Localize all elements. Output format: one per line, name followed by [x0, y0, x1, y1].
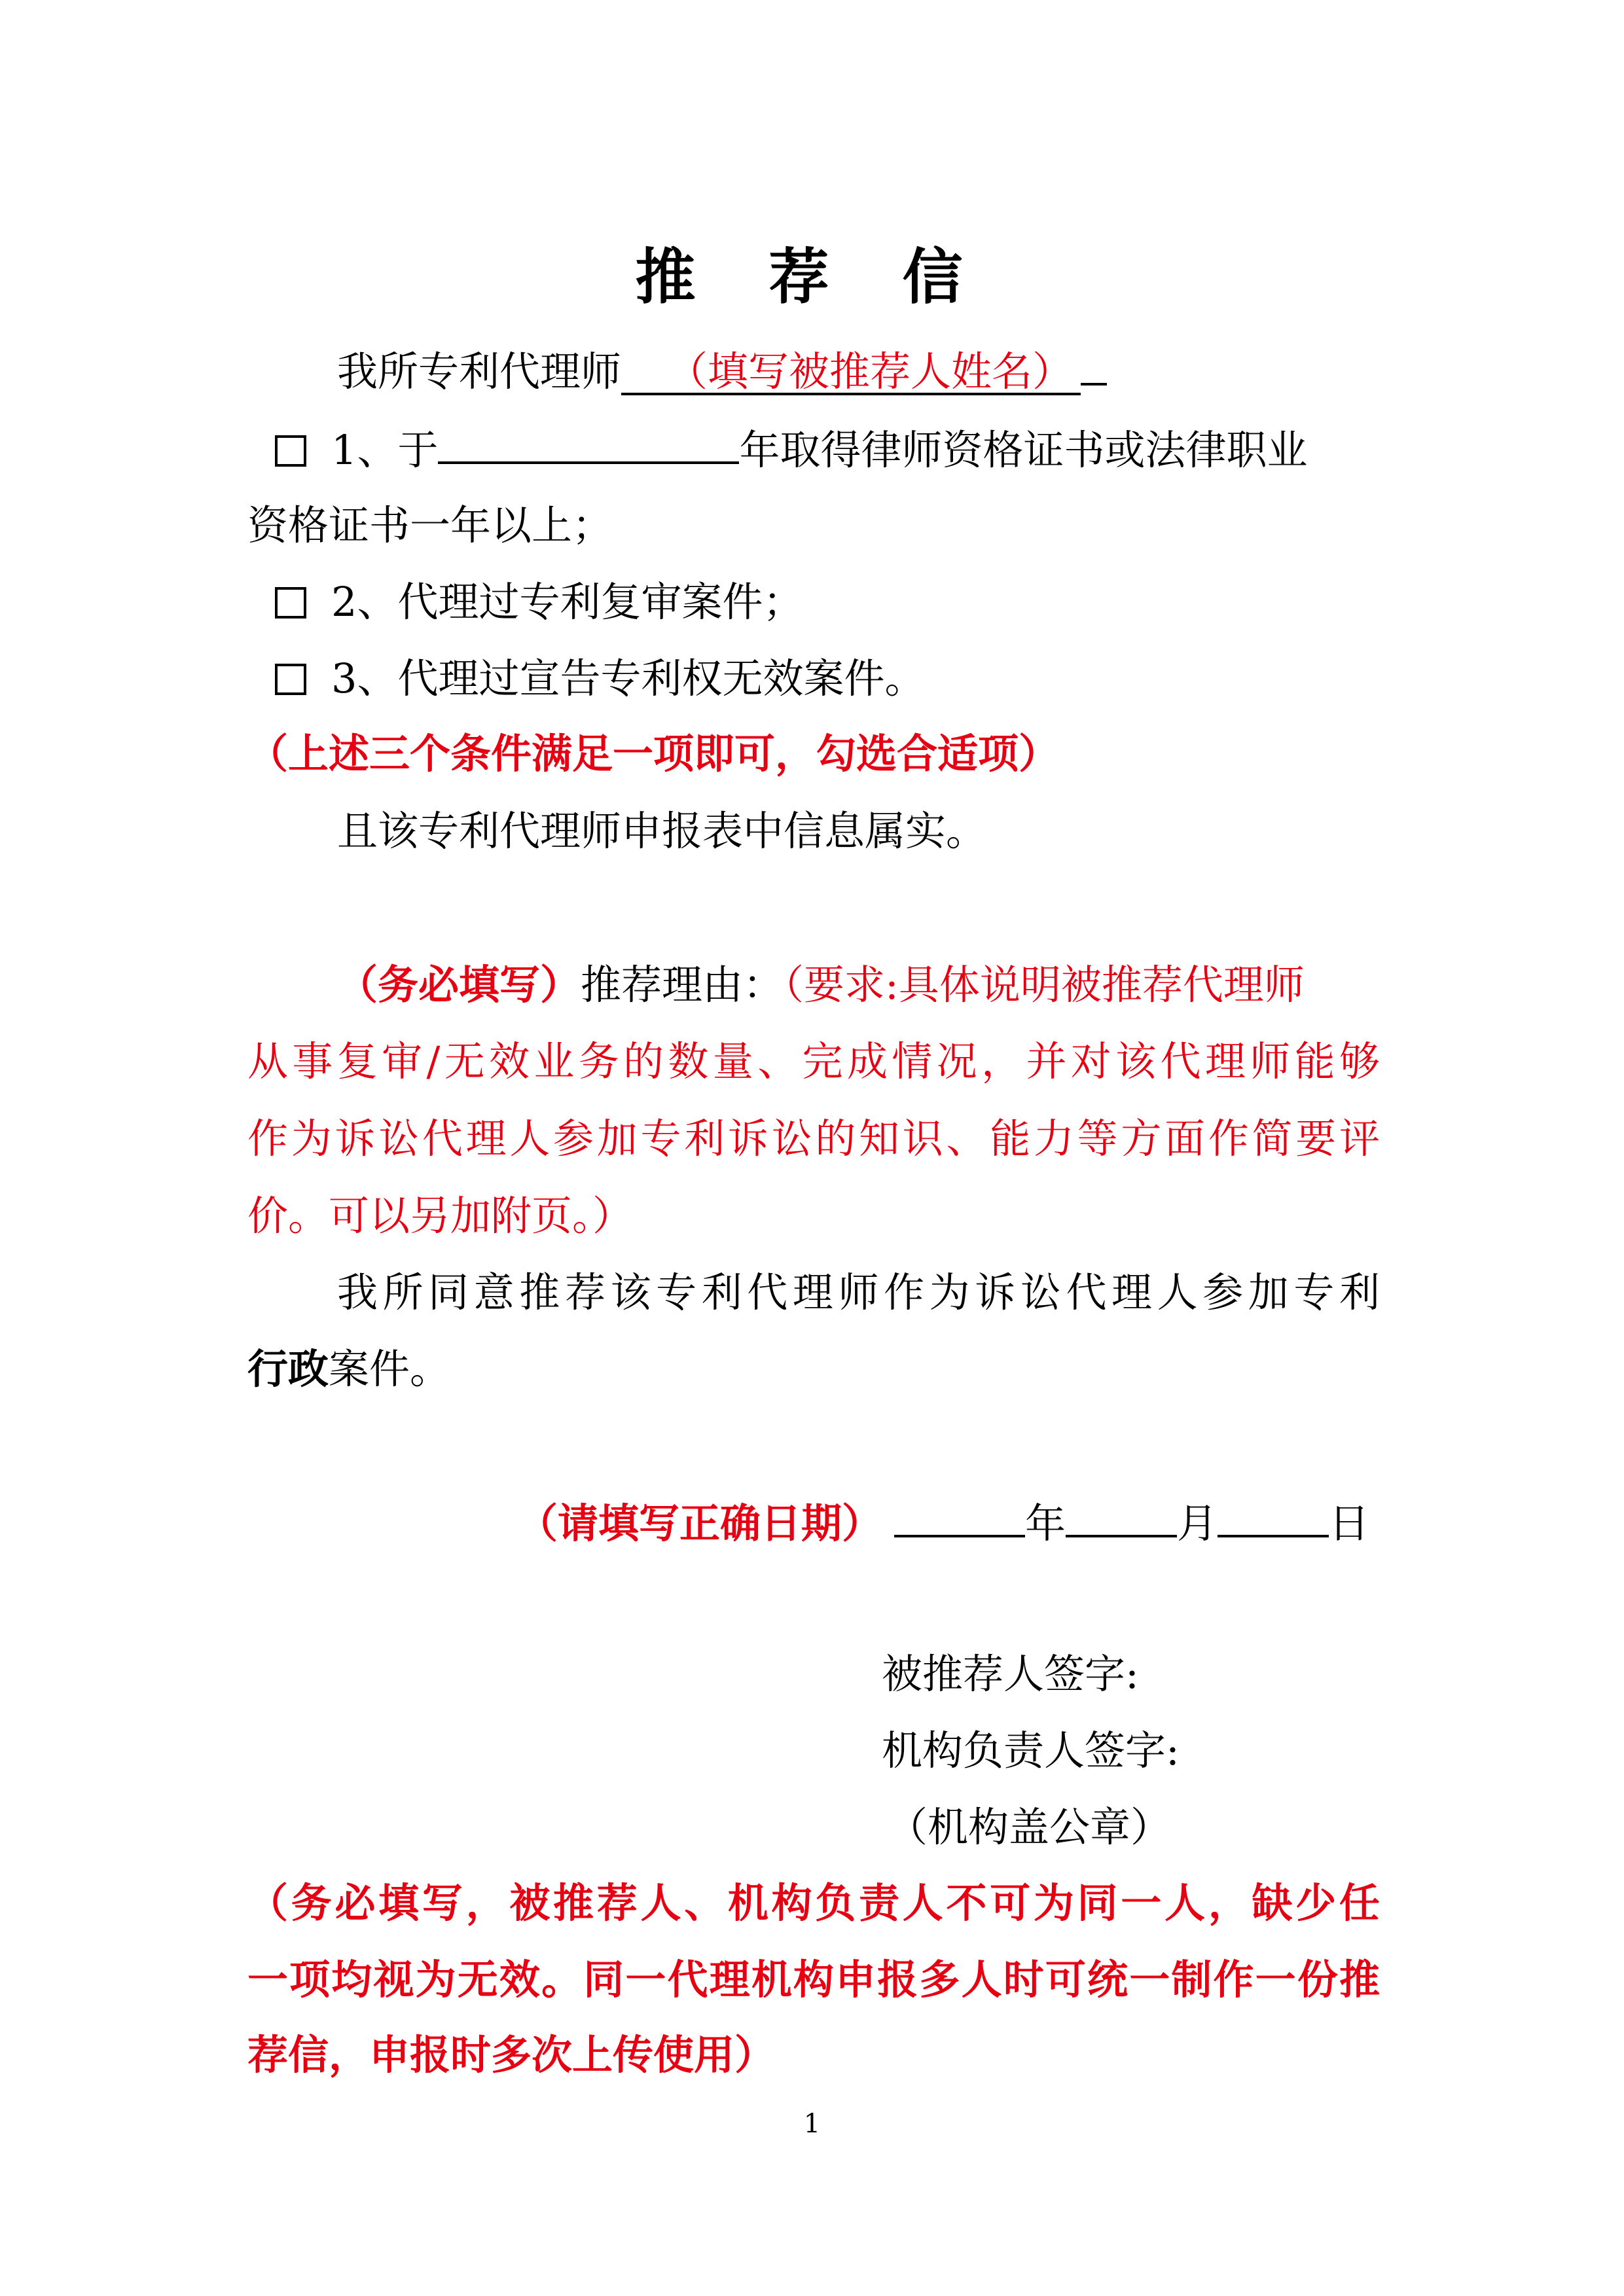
page-number: 1: [803, 2109, 821, 2139]
recommendee-name-field[interactable]: （填写被推荐人姓名）: [621, 351, 1081, 395]
agreement-line-2: [247, 1343, 450, 1395]
reason-requirement-4: 价。可以另加附页。）: [247, 1192, 634, 1240]
date-day-label: 日: [1329, 1499, 1370, 1547]
condition-3: [275, 653, 925, 705]
condition-1-checkbox[interactable]: [275, 435, 306, 467]
condition-1: [275, 422, 1307, 476]
reason-requirement-3: 作为诉讼代理人参加专利诉讼的知识、能力等方面作简要评: [247, 1115, 1380, 1162]
agreement-line-2-rest: 案件。: [329, 1345, 451, 1393]
official-seal-label: （机构盖公章）: [887, 1803, 1172, 1851]
date-month-field[interactable]: [1066, 1496, 1177, 1537]
intro-prefix: 我所专利代理师: [337, 348, 622, 395]
truth-statement: 且该专利代理师申报表中信息属实。: [337, 807, 987, 855]
footer-note-line-2: 一项均视为无效。同一代理机构申报多人时可统一制作一份推: [247, 1956, 1380, 2003]
date-day-field[interactable]: [1218, 1496, 1329, 1537]
footer-note-line-3: 荐信，申报时多次上传使用）: [247, 2031, 776, 2079]
date-line: [517, 1496, 1369, 1550]
administrative-word: 行政: [247, 1345, 329, 1393]
reason-requirement-1: （要求:具体说明被推荐代理师: [784, 961, 1305, 1009]
conditions-note: （上述三个条件满足一项即可，勾选合适项）: [247, 730, 1060, 778]
qualification-year-field[interactable]: [438, 422, 739, 464]
reason-line-1: [337, 959, 1305, 1011]
date-year-label: 年: [1025, 1499, 1066, 1547]
must-fill-note: （务必填写）: [337, 961, 581, 1009]
date-month-label: 月: [1177, 1499, 1218, 1547]
condition-1-label: 1、于: [331, 426, 439, 474]
condition-2-checkbox[interactable]: [275, 587, 306, 619]
recommendee-signature-label: 被推荐人签字:: [882, 1650, 1139, 1698]
head-signature-label: 机构负责人签字:: [882, 1727, 1180, 1774]
condition-3-checkbox[interactable]: [275, 664, 306, 695]
date-year-field[interactable]: [894, 1496, 1025, 1537]
condition-2: [275, 576, 803, 628]
condition-3-label: 3、代理过宣告专利权无效案件。: [331, 655, 926, 702]
agreement-line-1: 我所同意推荐该专利代理师作为诉讼代理人参加专利: [337, 1268, 1380, 1316]
page-title: 推 荐 信: [635, 242, 989, 312]
intro-line: [337, 346, 1107, 398]
condition-1-suffix: 年取得律师资格证书或法律职业: [739, 426, 1308, 474]
reason-label: 推荐理由：: [581, 961, 784, 1009]
date-note: （请填写正确日期）: [517, 1499, 883, 1547]
footer-note-line-1: （务必填写，被推荐人、机构负责人不可为同一人，缺少任: [247, 1879, 1380, 1927]
condition-2-label: 2、代理过专利复审案件；: [331, 578, 804, 626]
condition-1-continuation: 资格证书一年以上；: [247, 501, 613, 549]
reason-requirement-2: 从事复审/无效业务的数量、完成情况，并对该代理师能够: [247, 1037, 1380, 1085]
